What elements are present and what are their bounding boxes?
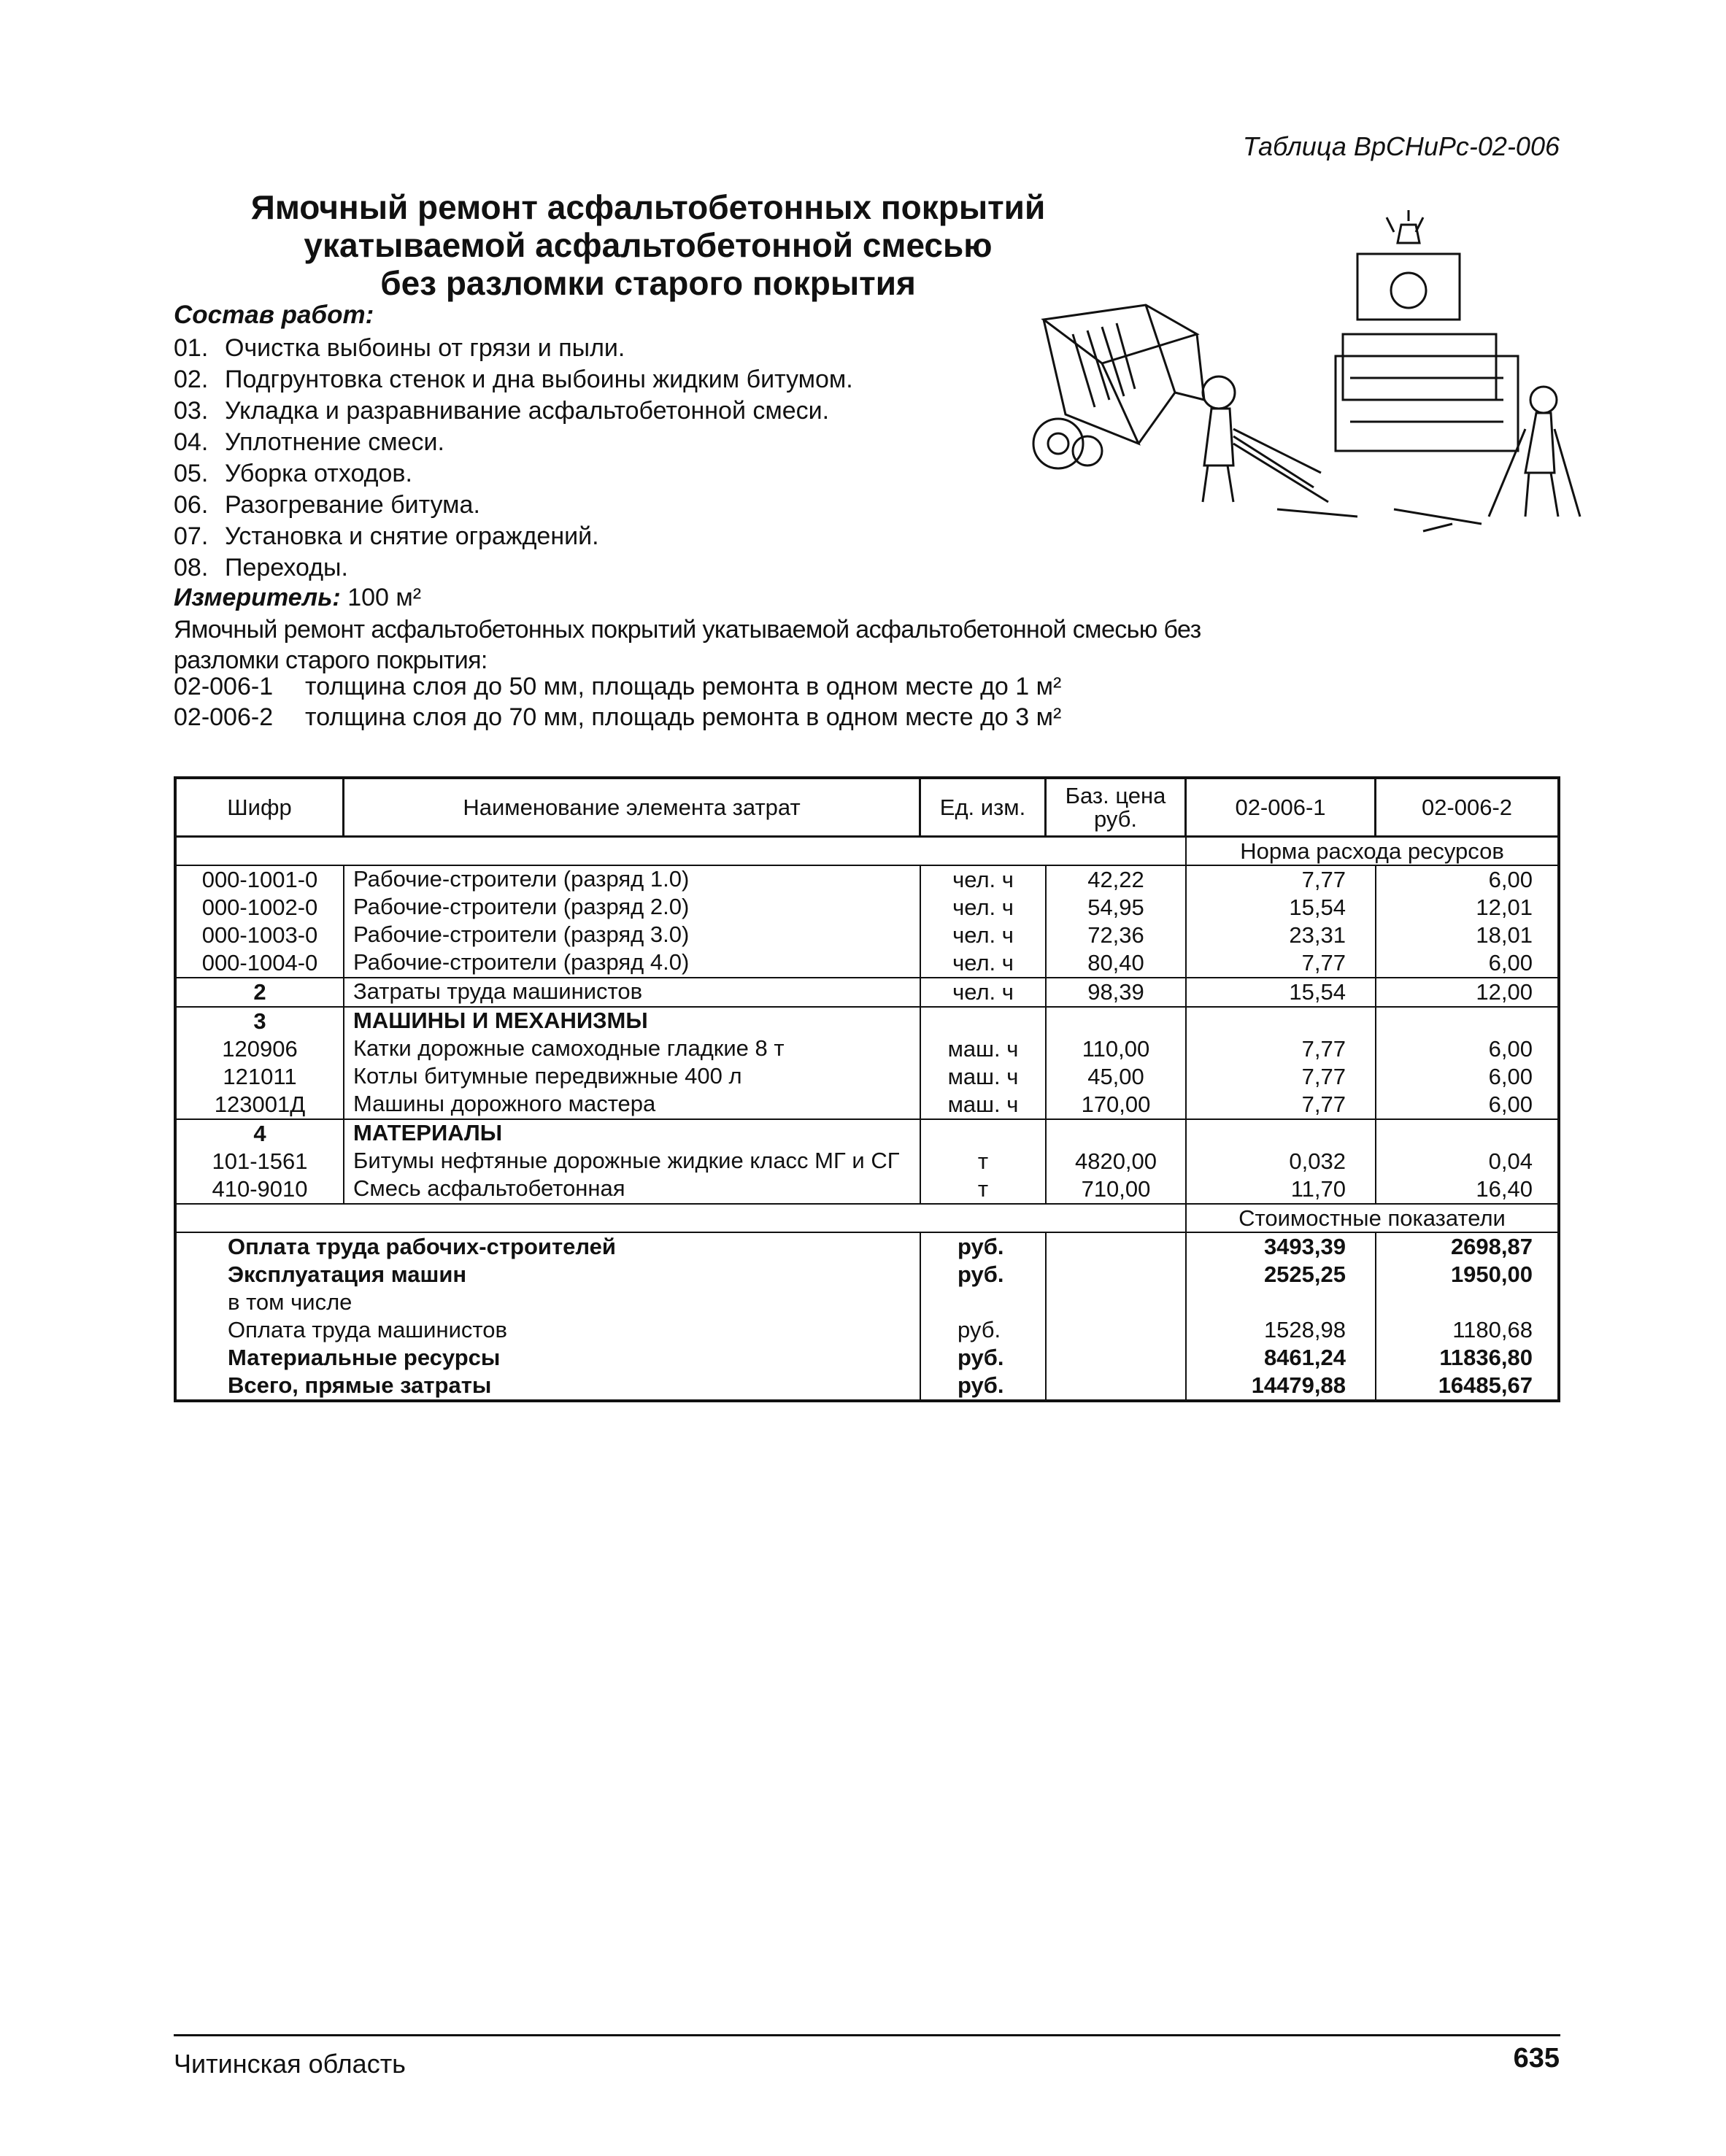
cell-unit: чел. ч bbox=[921, 978, 1047, 1006]
cell-code: 121011 bbox=[177, 1063, 344, 1091]
cell-unit: чел. ч bbox=[921, 866, 1047, 894]
cell-price: 110,00 bbox=[1047, 1035, 1187, 1063]
cost-v2: 2698,87 bbox=[1450, 1234, 1533, 1259]
cost-v1 bbox=[1187, 1288, 1376, 1316]
cell-v1: 0,032 bbox=[1187, 1148, 1376, 1175]
cell-unit: т bbox=[921, 1148, 1047, 1175]
worker-sketch bbox=[1203, 376, 1328, 502]
cell-v1 bbox=[1187, 1008, 1376, 1035]
cell-unit bbox=[921, 1008, 1047, 1035]
table-row bbox=[177, 1091, 1557, 1120]
variant-line bbox=[174, 673, 1061, 701]
header-code: Шифр bbox=[177, 779, 344, 835]
work-text: Укладка и разравнивание асфальтобетонной смеси. bbox=[225, 397, 830, 425]
cost-row bbox=[177, 1288, 1557, 1316]
footer-divider bbox=[174, 2034, 1560, 2036]
cell-name: Рабочие-строители (разряд 3.0) bbox=[344, 921, 921, 949]
resource-table bbox=[174, 776, 1560, 1402]
document-title bbox=[174, 188, 1122, 302]
work-number: 01. bbox=[174, 334, 209, 362]
cost-v2 bbox=[1376, 1288, 1557, 1316]
cell-price: 42,22 bbox=[1047, 866, 1187, 894]
table-row bbox=[177, 1175, 1557, 1205]
cell-price: 45,00 bbox=[1047, 1063, 1187, 1091]
cost-name: Эксплуатация машин bbox=[177, 1261, 921, 1288]
header-unit: Ед. изм. bbox=[921, 779, 1047, 835]
cost-name: в том числе bbox=[177, 1288, 921, 1316]
cell-code: 4 bbox=[177, 1120, 344, 1148]
cell-code: 000-1004-0 bbox=[177, 949, 344, 977]
cost-row bbox=[177, 1344, 1557, 1372]
table-row bbox=[177, 1035, 1557, 1063]
table-row bbox=[177, 949, 1557, 978]
road-repair-illustration bbox=[1014, 210, 1584, 560]
cell-v1 bbox=[1187, 1120, 1376, 1148]
cost-price bbox=[1047, 1233, 1187, 1261]
band-spacer bbox=[177, 1205, 1187, 1232]
cell-code: 000-1002-0 bbox=[177, 894, 344, 921]
cell-code: 120906 bbox=[177, 1035, 344, 1063]
work-number: 06. bbox=[174, 491, 209, 519]
meter-line bbox=[174, 584, 421, 612]
work-number: 08. bbox=[174, 554, 209, 581]
cell-v2: 6,00 bbox=[1488, 1091, 1533, 1117]
work-number: 05. bbox=[174, 460, 209, 487]
cell-name: Рабочие-строители (разряд 1.0) bbox=[344, 866, 921, 894]
band-spacer bbox=[177, 838, 1187, 865]
cell-name: Смесь асфальтобетонная bbox=[344, 1175, 921, 1203]
work-text: Установка и снятие ограждений. bbox=[225, 522, 599, 550]
work-text: Подгрунтовка стенок и дна выбоины жидким битумом. bbox=[225, 366, 853, 393]
cost-unit: руб. bbox=[921, 1261, 1047, 1288]
table-row bbox=[177, 1148, 1557, 1175]
header-name: Наименование элемента затрат bbox=[344, 779, 921, 835]
cell-price: 98,39 bbox=[1047, 978, 1187, 1006]
cost-price bbox=[1047, 1316, 1187, 1344]
header-price: Баз. цена руб. bbox=[1047, 779, 1187, 835]
description: Ямочный ремонт асфальтобетонных покрытий укатываемой асфальтобетонной смесью без разломки старого покрытия: bbox=[174, 616, 1201, 674]
cell-name: МАШИНЫ И МЕХАНИЗМЫ bbox=[344, 1008, 921, 1035]
cell-name: Катки дорожные самоходные гладкие 8 т bbox=[344, 1035, 921, 1063]
work-text: Очистка выбоины от грязи и пыли. bbox=[225, 334, 625, 362]
cell-v1: 15,54 bbox=[1187, 894, 1376, 921]
cost-row bbox=[177, 1233, 1557, 1261]
cost-name: Оплата труда рабочих-строителей bbox=[177, 1233, 921, 1261]
cell-v1: 7,77 bbox=[1187, 949, 1376, 977]
cell-price bbox=[1047, 1008, 1187, 1035]
cost-v2: 11836,80 bbox=[1439, 1345, 1533, 1370]
cell-price: 72,36 bbox=[1047, 921, 1187, 949]
work-number: 03. bbox=[174, 397, 209, 425]
cost-name: Оплата труда машинистов bbox=[177, 1316, 921, 1344]
cost-name: Всего, прямые затраты bbox=[177, 1372, 921, 1399]
cell-v2: 6,00 bbox=[1488, 950, 1533, 975]
section-heading-row bbox=[177, 1008, 1557, 1035]
cell-code: 000-1003-0 bbox=[177, 921, 344, 949]
cell-unit: маш. ч bbox=[921, 1091, 1047, 1118]
cost-row bbox=[177, 1261, 1557, 1288]
work-item bbox=[174, 490, 853, 521]
cell-name: Битумы нефтяные дорожные жидкие класс МГ и СГ bbox=[344, 1148, 921, 1175]
cost-unit: руб. bbox=[921, 1372, 1047, 1399]
cost-v1: 1528,98 bbox=[1187, 1316, 1376, 1344]
work-number: 07. bbox=[174, 522, 209, 550]
cell-unit: маш. ч bbox=[921, 1035, 1047, 1063]
footer-region: Читинская область bbox=[174, 2049, 406, 2079]
cost-band bbox=[177, 1205, 1557, 1233]
cell-name: МАТЕРИАЛЫ bbox=[344, 1120, 921, 1148]
works-heading: Состав работ: bbox=[174, 301, 374, 329]
cell-price: 170,00 bbox=[1047, 1091, 1187, 1118]
work-item bbox=[174, 364, 853, 395]
work-item bbox=[174, 458, 853, 490]
cell-v2: 0,04 bbox=[1488, 1148, 1533, 1174]
cost-unit bbox=[921, 1288, 1047, 1316]
work-item bbox=[174, 333, 853, 364]
work-item bbox=[174, 427, 853, 458]
table-header bbox=[177, 779, 1557, 838]
cell-v1: 7,77 bbox=[1187, 1091, 1376, 1118]
cell-v2: 6,00 bbox=[1488, 867, 1533, 892]
cost-price bbox=[1047, 1372, 1187, 1399]
cost-band-label: Стоимостные показатели bbox=[1238, 1205, 1506, 1231]
cost-v1: 2525,25 bbox=[1187, 1261, 1376, 1288]
cost-price bbox=[1047, 1288, 1187, 1316]
cost-row bbox=[177, 1316, 1557, 1344]
cell-v1: 23,31 bbox=[1187, 921, 1376, 949]
ground-strokes bbox=[1277, 509, 1482, 531]
table-reference: Таблица ВрСНиРс-02-006 bbox=[1242, 131, 1560, 161]
title-line: укатываемой асфальтобетонной смесью bbox=[304, 226, 993, 264]
cost-unit: руб. bbox=[921, 1233, 1047, 1261]
variant-text: толщина слоя до 70 мм, площадь ремонта в одном месте до 3 м² bbox=[305, 703, 1062, 731]
cell-v2: 12,00 bbox=[1476, 979, 1533, 1005]
cell-code: 123001Д bbox=[177, 1091, 344, 1118]
cell-price: 710,00 bbox=[1047, 1175, 1187, 1203]
table-row bbox=[177, 921, 1557, 949]
meter-label: Измеритель: bbox=[174, 584, 341, 611]
cost-unit: руб. bbox=[921, 1316, 1047, 1344]
cell-price: 80,40 bbox=[1047, 949, 1187, 977]
cost-v1: 14479,88 bbox=[1187, 1372, 1376, 1399]
cell-v1: 7,77 bbox=[1187, 1035, 1376, 1063]
work-text: Разогревание битума. bbox=[225, 491, 480, 519]
section-heading-row bbox=[177, 1120, 1557, 1148]
cell-unit: чел. ч bbox=[921, 949, 1047, 977]
cell-v2: 18,01 bbox=[1476, 922, 1533, 948]
cell-v1: 7,77 bbox=[1187, 866, 1376, 894]
cart-sketch bbox=[1033, 305, 1204, 468]
cost-price bbox=[1047, 1261, 1187, 1288]
cell-v2: 12,01 bbox=[1476, 895, 1533, 920]
cell-name: Рабочие-строители (разряд 2.0) bbox=[344, 894, 921, 921]
cell-v2: 6,00 bbox=[1488, 1036, 1533, 1062]
work-item bbox=[174, 521, 853, 552]
cell-code: 101-1561 bbox=[177, 1148, 344, 1175]
table-row bbox=[177, 866, 1557, 894]
cost-v2: 1180,68 bbox=[1452, 1317, 1533, 1342]
page-number: 635 bbox=[1513, 2043, 1560, 2074]
cost-v1: 8461,24 bbox=[1187, 1344, 1376, 1372]
variant-text: толщина слоя до 50 мм, площадь ремонта в одном месте до 1 м² bbox=[305, 673, 1062, 700]
cell-v1: 15,54 bbox=[1187, 978, 1376, 1006]
cell-name: Котлы битумные передвижные 400 л bbox=[344, 1063, 921, 1091]
cost-price bbox=[1047, 1344, 1187, 1372]
cell-v1: 7,77 bbox=[1187, 1063, 1376, 1091]
cell-v1: 11,70 bbox=[1187, 1175, 1376, 1203]
cell-price: 54,95 bbox=[1047, 894, 1187, 921]
cost-v2: 1950,00 bbox=[1450, 1261, 1533, 1287]
cost-name: Материальные ресурсы bbox=[177, 1344, 921, 1372]
cost-unit: руб. bbox=[921, 1344, 1047, 1372]
cell-unit: маш. ч bbox=[921, 1063, 1047, 1091]
cell-unit: т bbox=[921, 1175, 1047, 1203]
work-number: 02. bbox=[174, 366, 209, 393]
cost-v1: 3493,39 bbox=[1187, 1233, 1376, 1261]
table-row bbox=[177, 894, 1557, 921]
cell-v2 bbox=[1376, 1120, 1557, 1148]
roller-sketch bbox=[1336, 210, 1518, 451]
cell-code: 2 bbox=[177, 978, 344, 1006]
cell-price bbox=[1047, 1120, 1187, 1148]
work-text: Уплотнение смеси. bbox=[225, 428, 444, 456]
meter-value: 100 м² bbox=[347, 584, 422, 611]
title-line: без разломки старого покрытия bbox=[380, 264, 916, 302]
cell-name: Затраты труда машинистов bbox=[344, 978, 921, 1006]
cell-code: 000-1001-0 bbox=[177, 866, 344, 894]
title-line: Ямочный ремонт асфальтобетонных покрытий bbox=[250, 188, 1046, 226]
machinist-row bbox=[177, 978, 1557, 1008]
cost-v2: 16485,67 bbox=[1438, 1372, 1533, 1398]
cell-price: 4820,00 bbox=[1047, 1148, 1187, 1175]
variant-code: 02-006-2 bbox=[174, 703, 274, 731]
cell-v2: 6,00 bbox=[1488, 1064, 1533, 1089]
variant-code: 02-006-1 bbox=[174, 673, 274, 700]
work-text: Уборка отходов. bbox=[225, 460, 412, 487]
works-list bbox=[174, 333, 853, 584]
cell-code: 3 bbox=[177, 1008, 344, 1035]
norm-band-label: Норма расхода ресурсов bbox=[1240, 838, 1504, 864]
variant-line bbox=[174, 703, 1061, 732]
cell-name: Рабочие-строители (разряд 4.0) bbox=[344, 949, 921, 977]
work-item bbox=[174, 395, 853, 427]
cell-code: 410-9010 bbox=[177, 1175, 344, 1203]
cell-unit: чел. ч bbox=[921, 921, 1047, 949]
cell-unit bbox=[921, 1120, 1047, 1148]
header-variant-2: 02-006-2 bbox=[1421, 794, 1513, 820]
work-item bbox=[174, 552, 853, 584]
table-row bbox=[177, 1063, 1557, 1091]
work-number: 04. bbox=[174, 428, 209, 456]
cell-v2: 16,40 bbox=[1476, 1176, 1533, 1202]
norm-band bbox=[177, 838, 1557, 866]
cell-v2 bbox=[1376, 1008, 1557, 1035]
cell-name: Машины дорожного мастера bbox=[344, 1091, 921, 1118]
cell-unit: чел. ч bbox=[921, 894, 1047, 921]
work-text: Переходы. bbox=[225, 554, 348, 581]
cost-row bbox=[177, 1372, 1557, 1399]
header-variant-1: 02-006-1 bbox=[1187, 779, 1376, 835]
